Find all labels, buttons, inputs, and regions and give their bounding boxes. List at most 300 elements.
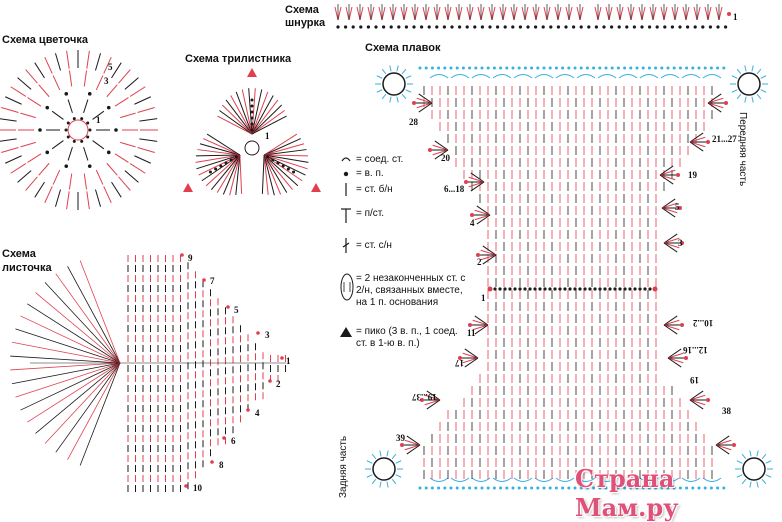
panties-bottom-chain [512,487,515,490]
panties-shell-stitch [708,103,723,108]
trefoil-petal-stitch [264,144,304,155]
panties-ring-ray [761,76,766,79]
flower-mid-stitch [39,163,49,175]
trefoil-picot [183,183,193,192]
panties-foundation-chain [523,287,526,290]
panties-bottom-chain [481,487,484,490]
panties-shell-stitch [435,141,448,150]
panties-bottom-chain [419,487,422,490]
panties-shell-stitch [664,243,679,248]
panties-ring-ray [742,454,746,459]
trefoil-chain-dot [287,168,290,171]
panties-top-chain [598,67,601,70]
cord-v-stitch-left [445,7,448,20]
panties-tie-ring [738,73,760,95]
panties-title: Схема плавок [365,42,441,54]
panties-ring-ray [752,97,753,103]
leaf-fan-stitch [56,363,120,452]
leaf-row-end-dot [184,484,188,488]
panties-foundation-chain [613,287,616,290]
cord-v-stitch-left [456,7,459,20]
panties-bottom-chain [567,487,570,490]
panties-shell-stitch [664,238,679,243]
trefoil-picot [311,183,321,192]
panties-bottom-chain [524,487,527,490]
leaf-row-end-dot [202,278,206,282]
cord-chain-dot [466,25,469,28]
cord-chain-dot [572,25,575,28]
panties-top-chain [499,67,502,70]
trefoil-petal-stitch [222,105,252,134]
cord-chain-dot [595,25,598,28]
leaf-fan-stitch [80,260,120,363]
panties-shell-stitch [471,173,484,182]
panties-shell-stitch [469,182,484,187]
flower-mid-stitch [20,113,35,118]
panties-ring-ray [377,76,382,79]
panties-top-chain [505,67,508,70]
panties-bottom-chain [437,487,440,490]
legend-text-chain: = в. п. [356,168,384,179]
panties-bottom-chain [425,487,428,490]
flower-outer-stitch [130,87,145,97]
leaf-title-line1: Схема [2,248,36,260]
flower-outer-stitch [119,177,131,191]
panties-row1-end [653,287,658,292]
cord-v-stitch-right [708,7,711,20]
panties-top-arch [661,75,679,79]
panties-shell-stitch [463,358,478,363]
cord-v-stitch-right [719,7,722,20]
flower-mid-stitch [39,85,49,97]
cord-v-stitch-right [620,7,623,20]
leaf-title-line2: листочка [2,262,52,274]
cord-chain-dot [580,25,583,28]
cord-v-stitch-left [357,7,360,20]
panties-ring-ray [380,482,381,488]
panties-top-arch [556,75,574,79]
flower-outer-stitch [0,119,17,122]
panties-bottom-arch [430,478,448,482]
panties-ring-ray [367,461,372,464]
panties-shell-stitch [471,182,484,191]
cord-chain-dot [564,25,567,28]
cord-chain-dot [435,25,438,28]
flower-mid-stitch [120,113,135,118]
cord-chain-dot [336,25,339,28]
trefoil-chain-dot [276,162,279,165]
leaf-row-end-dot [268,379,272,383]
cord-chain-dot [488,25,491,28]
panties-shell-stitch [662,208,675,217]
panties-foundation-chain [533,287,536,290]
panties-foundation-chain [578,287,581,290]
cord-v-stitch-left [672,7,675,20]
flower-center-dot [67,121,70,124]
panties-label-18: 19 [690,375,699,385]
leaf-fan-stitch [21,363,120,410]
cord-v-stitch-right [598,7,601,20]
panties-top-arch [598,75,616,79]
panties-shell-stitch [664,316,677,325]
panties-shell-stitch [716,445,729,454]
trefoil-chain-dot [251,117,254,120]
cord-chain-dot [504,25,507,28]
panties-foundation-chain [588,287,591,290]
panties-foundation-chain [618,287,621,290]
cord-chain-dot [352,25,355,28]
flower-center-dot [86,136,89,139]
panties-ring-ray [745,97,746,103]
panties-foundation-chain [648,287,651,290]
panties-shell-stitch [475,316,488,325]
back-side-label: Задняя часть [338,435,349,498]
panties-top-chain [431,67,434,70]
panties-ring-ray [757,94,761,99]
cord-chain-dot [511,25,514,28]
panties-label-17: 17 [455,358,464,368]
cord-chain-dot [405,25,408,28]
cord-v-stitch-right [580,7,583,20]
flower-center-dot [80,117,83,120]
panties-bottom-chain [530,487,533,490]
cord-chain-dot [694,25,697,28]
cord-v-stitch-left [639,7,642,20]
trefoil-petal-stitch [240,155,242,194]
leaf-row-label-7: 7 [210,276,215,286]
panties-foundation-chain [643,287,646,290]
cord-v-stitch-left [434,7,437,20]
leaf-row-end-dot [180,253,184,257]
flower-outer-stitch [11,164,26,174]
cord-chain-dot [526,25,529,28]
panties-bottom-arch [472,478,490,482]
panties-foundation-chain [608,287,611,290]
panties-top-chain [536,67,539,70]
cord-v-stitch-right [547,7,550,20]
panties-foundation-chain [508,287,511,290]
panties-label-1: 1 [481,293,486,303]
panties-top-arch [493,75,511,79]
panties-top-chain [468,67,471,70]
cord-v-stitch-right [609,7,612,20]
flower-outer-stitch [5,156,21,163]
cord-v-stitch-right [459,7,462,20]
flower-chain-dot [38,128,42,132]
cord-v-stitch-right [481,7,484,20]
cord-v-stitch-left [544,7,547,20]
panties-shell-stitch [690,142,705,147]
panties-shell-stitch [483,246,496,255]
leaf-row-end-dot [280,356,284,360]
legend-text-double-crochet: = ст. с/н [356,240,392,251]
panties-shell-stitch [690,400,703,409]
panties-top-chain [623,67,626,70]
flower-outer-stitch [95,53,100,70]
panties-ring-ray [761,90,766,93]
flower-outer-stitch [67,191,70,209]
panties-shell-stitch [664,325,677,334]
panties-label-28: 28 [409,117,418,127]
cord-chain-dot [390,25,393,28]
panties-bottom-chain [462,487,465,490]
panties-shell-stitch [716,436,729,445]
flower-center-ring [68,120,88,140]
panties-top-chain [592,67,595,70]
leaf-row-label-1: 1 [286,356,291,366]
flower-title: Схема цветочка [2,34,88,46]
panties-label-19-37: 19...37 [412,392,437,402]
flower-diagram [0,50,158,210]
panties-bottom-chain [555,487,558,490]
flower-outer-stitch [119,70,131,84]
cord-chain-dot [412,25,415,28]
cord-v-stitch-right [349,7,352,20]
flower-mid-stitch [96,170,103,185]
leaf-fan-stitch [35,363,120,433]
leaf-fan-stitch [21,316,120,363]
panties-foundation-chain [513,287,516,290]
flower-outer-stitch [87,191,90,209]
flower-row-label-5: 5 [108,62,113,72]
flower-mid-stitch [115,98,128,107]
panties-foundation-chain [598,287,601,290]
panties-ring-ray [387,482,388,488]
panties-shell-stitch [465,358,478,367]
panties-foundation-chain [493,287,496,290]
cord-row-label: 1 [733,12,738,22]
panties-top-chain [636,67,639,70]
cord-v-stitch-left [683,7,686,20]
flower-mid-stitch [28,98,41,107]
trefoil-chain-dot [219,165,222,168]
cord-v-stitch-right [631,7,634,20]
cord-chain-dot [420,25,423,28]
panties-foundation-chain [603,287,606,290]
cord-v-stitch-left [390,7,393,20]
cord-v-stitch-left [379,7,382,20]
panties-top-chain [518,67,521,70]
flower-mid-stitch [69,174,71,190]
panties-bottom-chain [474,487,477,490]
flower-outer-stitch [95,189,100,206]
panties-ring-ray [757,69,761,74]
panties-top-chain [493,67,496,70]
panties-top-chain [567,67,570,70]
panties-foundation-chain [638,287,641,290]
panties-bottom-chain [536,487,539,490]
panties-ring-ray [372,454,376,459]
panties-shell-stitch [708,94,721,103]
panties-shell-stitch [660,175,673,184]
panties-top-chain [425,67,428,70]
flower-inner-stitch [68,100,72,113]
panties-top-chain [722,67,725,70]
panties-ring-ray [750,450,751,456]
panties-bottom-arch [451,478,469,482]
cord-v-stitch-left [595,7,598,20]
panties-top-arch [703,75,721,79]
trefoil-chain-dot [225,162,228,165]
panties-shell-stitch [407,436,420,445]
panties-foundation-chain [538,287,541,290]
flower-outer-stitch [45,57,52,73]
panties-shell-stitch [660,175,675,180]
panties-top-chain [617,67,620,70]
panties-foundation-chain [503,287,506,290]
cord-v-stitch-right [404,7,407,20]
cord-title-line2: шнурка [285,17,326,29]
panties-top-chain [443,67,446,70]
flower-outer-stitch [0,139,17,142]
panties-shell-stitch [405,440,420,445]
panties-top-chain [710,67,713,70]
cord-chain-dot [640,25,643,28]
panties-shell-stitch [660,166,673,175]
flower-outer-stitch [55,189,60,206]
cord-v-stitch-left [500,7,503,20]
panties-top-chain [605,67,608,70]
panties-shell-stitch [668,349,681,358]
panties-shell-stitch [690,142,703,151]
cord-v-stitch-right [393,7,396,20]
cord-v-stitch-right [415,7,418,20]
cord-v-stitch-right [470,7,473,20]
flower-center-dot [73,140,76,143]
panties-bottom-chain [431,487,434,490]
panties-shell-stitch [716,445,731,450]
cord-v-stitch-left [566,7,569,20]
panties-label-5: 5 [675,202,680,212]
panties-label-11: 11 [467,328,476,338]
panties-shell-dot [468,323,472,327]
panties-top-arch [472,75,490,79]
panties-top-chain [543,67,546,70]
flower-chain-dot [64,92,68,96]
panties-shell-stitch [405,445,420,450]
cord-chain-dot [656,25,659,28]
cord-v-stitch-right [697,7,700,20]
panties-tie-ring [373,458,395,480]
legend-slip-stitch-symbol [342,158,350,161]
trefoil-chain-dot [251,105,254,108]
panties-top-chain [648,67,651,70]
cord-v-stitch-left [511,7,514,20]
flower-mid-stitch [20,142,35,147]
leaf-row-label-9: 9 [188,253,193,263]
trefoil-chain-dot [214,168,217,171]
cord-v-stitch-left [716,7,719,20]
panties-top-chain [679,67,682,70]
cord-v-stitch-right [686,7,689,20]
panties-top-chain [437,67,440,70]
panties-ring-ray [397,97,398,103]
trefoil-chain-dot [235,156,238,159]
legend-picot-symbol [340,327,352,337]
panties-top-chain [524,67,527,70]
cord-chain-dot [549,25,552,28]
cord-chain-dot [450,25,453,28]
flower-chain-dot [88,164,92,168]
panties-foundation-chain [558,287,561,290]
cord-chain-dot [709,25,712,28]
flower-mid-stitch [115,154,128,163]
flower-outer-stitch [26,177,38,191]
flower-outer-stitch [134,97,150,104]
panties-top-chain [462,67,465,70]
panties-bottom-chain [450,487,453,490]
panties-shell-dot [706,140,710,144]
panties-shell-stitch [662,199,675,208]
flower-outer-stitch [139,119,157,122]
panties-bottom-arch [556,478,574,482]
cord-chain-dot [519,25,522,28]
flower-inner-stitch [68,147,72,160]
flower-chain-dot [114,128,118,132]
trefoil-chain-dot [292,171,295,174]
panties-ring-ray [396,475,401,478]
leaf-row-end-dot [246,408,250,412]
panties-ring-ray [762,454,766,459]
trefoil-chain-dot [251,123,254,126]
panties-top-chain [481,67,484,70]
panties-top-chain [549,67,552,70]
panties-ring-ray [406,76,411,79]
cord-v-stitch-right [558,7,561,20]
panties-top-chain [667,67,670,70]
panties-ring-ray [390,65,391,71]
panties-shell-stitch [690,137,705,142]
panties-top-arch [619,75,637,79]
panties-top-arch [640,75,658,79]
cord-diagram [335,4,731,29]
panties-ring-ray [392,454,396,459]
trefoil-petal-stitch [262,155,264,194]
flower-chain-dot [64,164,68,168]
flower-outer-stitch [137,107,154,112]
flower-outer-stitch [11,87,26,97]
panties-shell-stitch [716,440,731,445]
trefoil-chain-dot [209,171,212,174]
flower-inner-stitch [52,141,63,149]
panties-ring-ray [737,461,742,464]
panties-shell-dot [412,101,416,105]
cord-chain-dot [633,25,636,28]
panties-top-chain [698,67,701,70]
flower-chain-dot [107,151,111,155]
panties-foundation-chain [568,287,571,290]
cord-chain-dot [648,25,651,28]
panties-ring-ray [402,94,406,99]
cord-chain-dot [367,25,370,28]
flower-outer-stitch [1,147,18,152]
cord-chain-dot [458,25,461,28]
flower-center-dot [65,129,68,132]
flower-center-dot [86,121,89,124]
cord-v-stitch-left [661,7,664,20]
flower-chain-dot [88,92,92,96]
flower-row-label-1: 1 [96,115,101,125]
panties-top-chain [691,67,694,70]
legend-text-slip-stitch: = соед. ст. [356,154,404,165]
flower-outer-stitch [26,70,38,84]
panties-shell-dot [680,323,684,327]
cord-v-stitch-right [536,7,539,20]
panties-shell-dot [400,443,404,447]
panties-bottom-chain [443,487,446,490]
cord-chain-dot [587,25,590,28]
panties-bottom-chain [518,487,521,490]
